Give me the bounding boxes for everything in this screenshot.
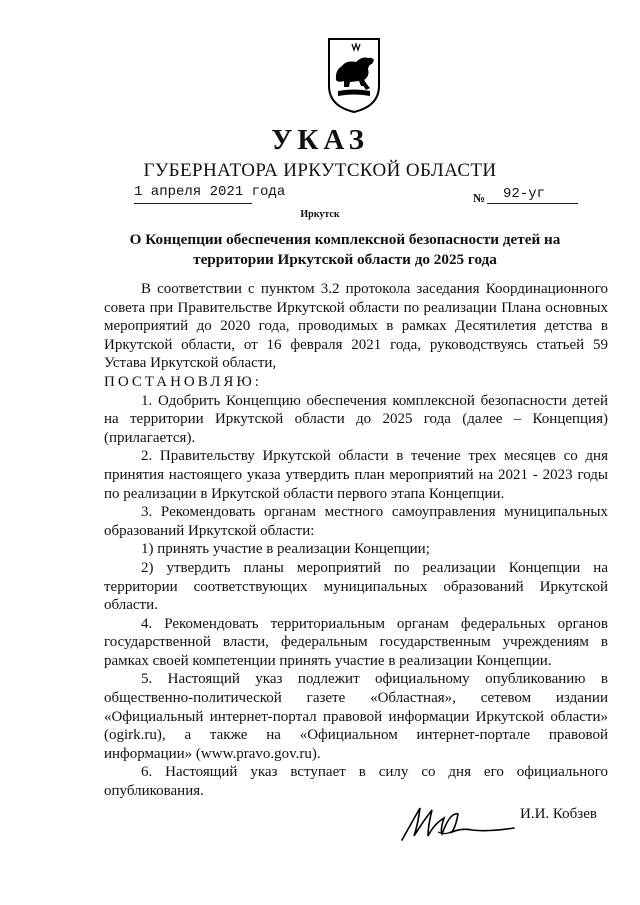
subclause-paragraph: 2) утвердить планы мероприятий по реализации Концепции на территории соответствующих муниципальных образований Иркутской области. bbox=[104, 559, 608, 614]
document-subject: О Концепции обеспечения комплексной безопасности детей на территории Иркутской области до 2025 года bbox=[129, 231, 561, 268]
preamble-paragraph: В соответствии с пунктом 3.2 протокола заседания Координационного совета при Правительстве Иркутской области по реализации Плана основных мероприятий до 2020 года, проводимых в рамках Десятилетия детства в Иркутской области, от 16 февраля 2021 года, руководствуясь статьей 59 Устава Иркутской области, bbox=[104, 281, 608, 372]
document-date: 1 апреля 2021 года bbox=[134, 184, 286, 200]
handwritten-signature bbox=[398, 802, 516, 846]
document-body bbox=[104, 280, 608, 801]
resolution-word: ПОСТАНОВЛЯЮ: bbox=[104, 373, 262, 390]
document-issuer: ГУБЕРНАТОРА ИРКУТСКОЙ ОБЛАСТИ bbox=[143, 160, 497, 181]
signatory-name: И.И. Кобзев bbox=[520, 806, 597, 822]
document-city: Иркутск bbox=[300, 209, 340, 220]
clause-paragraph: 2. Правительству Иркутской области в течение трех месяцев со дня принятия настоящего указа утвердить план мероприятий на 2021 - 2023 годы по реализации в Иркутской области первого этапа Концепции. bbox=[104, 448, 608, 502]
irkutsk-coat-of-arms-icon bbox=[326, 36, 382, 114]
document-number: 92-уг bbox=[503, 186, 546, 202]
number-underline bbox=[487, 203, 578, 204]
clause-paragraph: 5. Настоящий указ подлежит официальному опубликованию в общественно-политической газете «Областная», сетевом издании «Официальный интернет-портал правовой информации Иркутской области» (ogirk.ru), а также на «Официальном интернет-портале правовой информации» (www.pravo.gov.ru). bbox=[104, 671, 608, 762]
number-sign: № bbox=[473, 191, 486, 205]
document-title: УКАЗ bbox=[271, 124, 369, 156]
subclause-paragraph: 1) принять участие в реализации Концепции; bbox=[141, 541, 430, 558]
clause-paragraph: 3. Рекомендовать органам местного самоуправления муниципальных образований Иркутской области: bbox=[104, 504, 608, 539]
date-underline bbox=[134, 203, 252, 204]
clause-paragraph: 4. Рекомендовать территориальным органам федеральных органов государственной власти, федеральным государственным учреждениям в рамках своей компетенции принять участие в реализации Концепции. bbox=[104, 615, 608, 669]
clause-paragraph: 6. Настоящий указ вступает в силу со дня его официального опубликования. bbox=[104, 764, 608, 800]
clause-paragraph: 1. Одобрить Концепцию обеспечения комплексной безопасности детей на территории Иркутской области до 2025 года (далее – Концепция) (прилагается). bbox=[104, 392, 608, 446]
